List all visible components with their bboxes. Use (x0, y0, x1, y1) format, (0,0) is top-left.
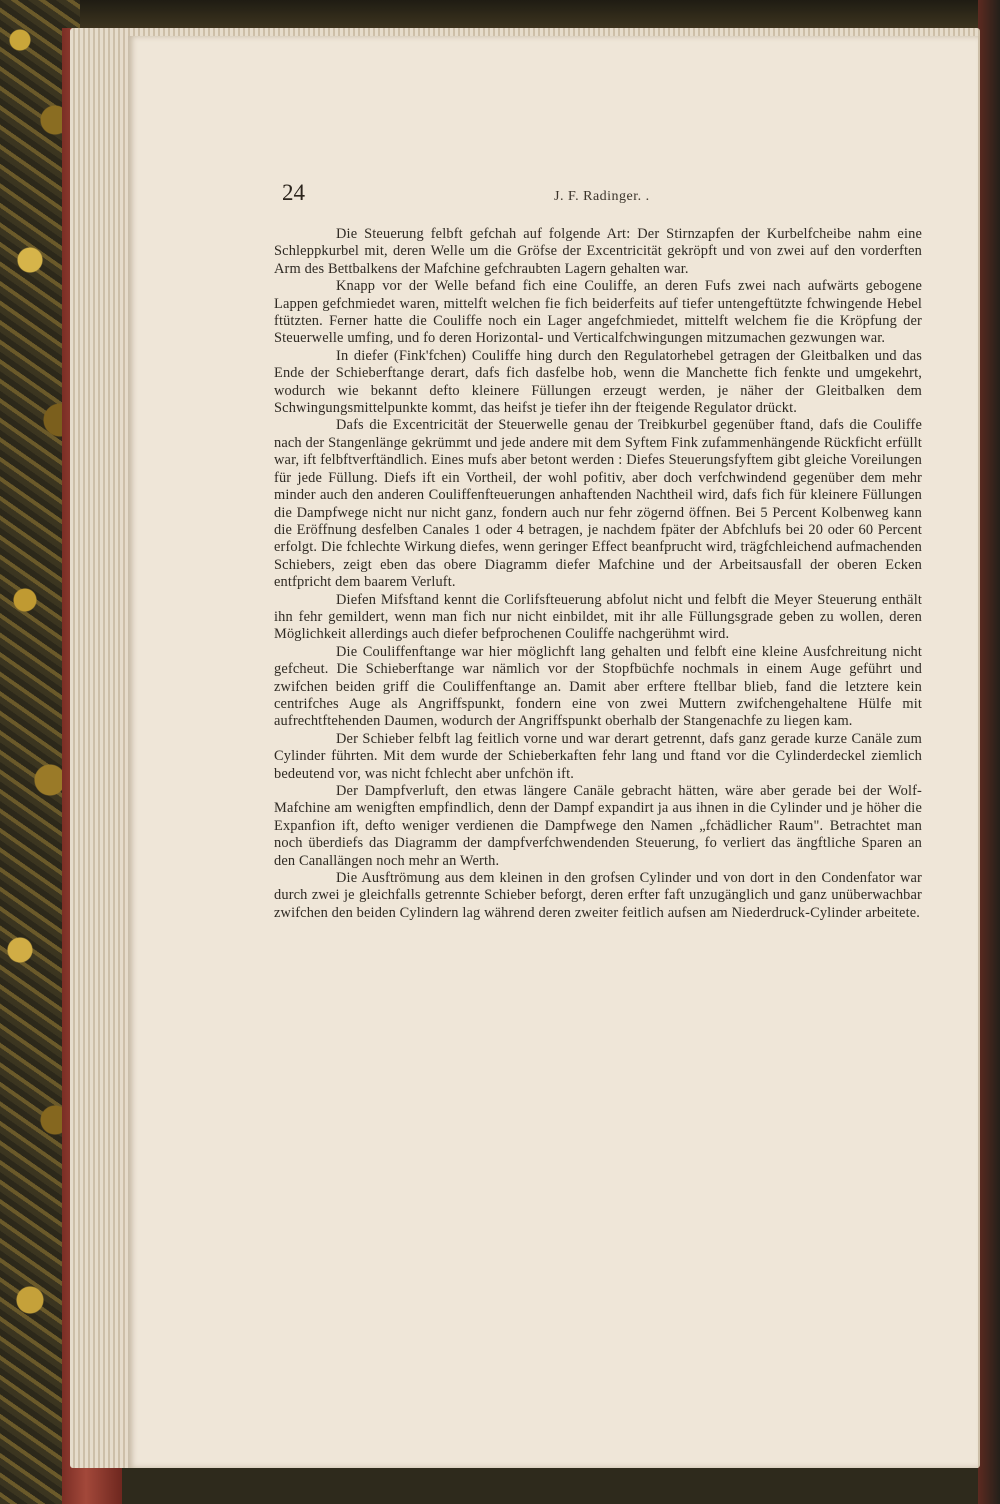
paragraph: Diefen Mifsftand kennt die Corlifsfteuerung abfolut nicht und felbft die Meyer Steuerung enthält ihn fehr gemildert, wenn man fich nur nicht einbildet, mit ihr alle Füllungsgrade geben zu wollen, deren Möglichkeit allerdings auch diefer befprochenen Couliffe nachgerühmt wird. (274, 591, 922, 643)
paragraph: Der Schieber felbft lag feitlich vorne und war derart getrennt, dafs ganz gerade kurze Canäle zum Cylinder führten. Mit dem wurde der Schieberkaften fehr lang und ftand vor die Cylinderdeckel ziemlich bedeutend vor, was nicht fchlecht aber unfchön ift. (274, 730, 922, 782)
paragraph: Knapp vor der Welle befand fich eine Couliffe, an deren Fufs zwei nach aufwärts gebogene Lappen gefchmiedet waren, mittelft welchen fie fich beiderfeits auf tiefer untengeftützte fchwingende Hebel ftützten. Ferner hatte die Couliffe noch ein Lager angefchmiedet, mittelft welchem fie die Kröpfung der Steuerwelle umfing, und fo deren Horizontal- und Verticalfchwingungen mitzumachen gezwungen war. (274, 278, 922, 347)
paragraph: Die Steuerung felbft gefchah auf folgende Art: Der Stirnzapfen der Kurbelfcheibe nahm eine Schleppkurbel mit, deren Welle um die Gröfse der Excentricität gekröpft und von zwei auf den vorderften Arm des Bettbalkens der Mafchine gefchraubten Lagern gehalten war. (274, 226, 922, 277)
page-number: 24 (282, 180, 305, 205)
running-head: J. F. Radinger. . (554, 189, 650, 204)
book-right-edge (978, 0, 1000, 1504)
page-header (282, 180, 922, 220)
body-text (274, 226, 922, 922)
paragraph: Der Dampfverluft, den etwas längere Canäle gebracht hätten, wäre aber gerade bei der Wolf-Mafchine am wenigften empfindlich, denn der Dampf expandirt ja aus ihnen in die Cylinder und je höher die Expanfion ift, defto weniger verdienen die Dampfwege den Namen „fchädlicher Raum". Betrachtet man noch überdiefs das Diagramm der dampfverfchwendenden Steuerung, fo verliert das ängftliche Sparen an den Canallängen noch mehr an Werth. (274, 783, 922, 869)
paragraph: Dafs die Excentricität der Steuerwelle genau der Treibkurbel gegenüber ftand, dafs die Couliffe nach der Stangenlänge gekrümmt und jede andere mit dem Syftem Fink zufammenhängende Rückficht erfüllt war, ift felbftverftändlich. Eines mufs aber betont werden : Diefes Steuerungsfyftem gibt gleiche Voreilungen für jede Füllung. Diefs ift ein Vortheil, der wohl pofitiv, aber doch verfchwindend gegenüber dem mehr minder auch den anderen Couliffenfteuerungen anhaftenden Nachtheil wird, dafs fich für kleinere Füllungen die Dampfwege nicht nur nicht ganz, fondern auch nur fehr zögernd öffnen. Bei 5 Percent Kolbenweg kann die Eröffnung desfelben Canales 1 oder 4 betragen, je nachdem fpäter der Abfchlufs bei 20 oder 60 Percent erfolgt. Die fchlechte Wirkung diefes, wenn geringer Effect beanfprucht wird, trägfchleichend aufmachenden Schiebers, zeigt eben das obere Diagramm diefer Mafchine und der Arbeitsausfall der oberen Ecken entfpricht dem baarem Verluft. (274, 417, 922, 591)
paragraph: Die Ausftrömung aus dem kleinen in den grofsen Cylinder und von dort in den Condenfator war durch zwei je gleichfalls getrennte Schieber beforgt, deren erfter faft unzugänglich und ganz unüberwachbar zwifchen den beiden Cylindern lag während deren zweiter feitlich aufsen am Niederdruck-Cylinder arbeitete. (274, 870, 922, 921)
paragraph: Die Couliffenftange war hier möglichft lang gehalten und felbft eine kleine Ausfchreitung nicht gefcheut. Die Schieberftange war nämlich vor der Stopfbüchfe nochmals in einem Auge geführt und zwifchen beiden griff die Couliffenftange an. Damit aber erftere ftellbar blieb, fand die letztere kein centrifches Auge als Angriffspunkt, fondern eine von zwei Muttern zwifchengehaltene Hülfe mit aufrechtftehenden Daumen, wodurch der Angriffspunkt oberhalb der Stangenachfe zu liegen kam. (274, 643, 922, 730)
paragraph: In diefer (Fink'fchen) Couliffe hing durch den Regulatorhebel getragen der Gleitbalken und das Ende der Schieberftange derart, dafs fich dasfelbe hob, wenn die Manchette fich fenkte und umgekehrt, wodurch wie bekannt defto kleinere Füllungen erzeugt werden, je näher der Gleitbalken dem Schwingungsmittelpunkte kommt, das heifst je tiefer ihn der fteigende Regulator drückt. (274, 347, 922, 417)
